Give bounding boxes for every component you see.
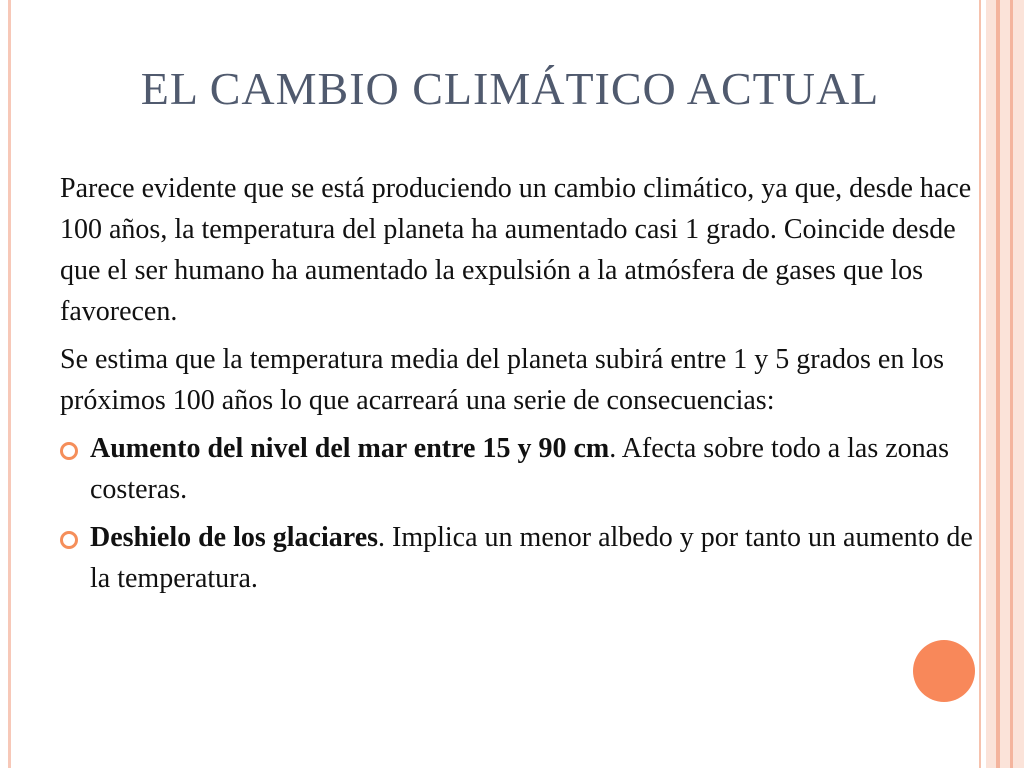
ring-bullet-icon: [60, 531, 78, 549]
right-band-stripe: [996, 0, 1000, 768]
right-band-stripe: [1010, 0, 1013, 768]
right-border-line: [979, 0, 981, 768]
slide-body: [60, 168, 978, 606]
bullet-item: [60, 517, 978, 599]
bullet-bold-text: Aumento del nivel del mar entre 15 y 90 cm: [90, 433, 610, 464]
body-paragraph: Parece evidente que se está produciendo un cambio climático, ya que, desde hace 100 años, la temperatura del planeta ha aumentado casi 1 grado. Coincide desde que el ser humano ha aumentado la expulsión a la atmósfera de gases que los favorecen.: [60, 173, 972, 327]
orange-circle-decoration: [913, 640, 975, 702]
body-paragraph: Se estima que la temperatura media del planeta subirá entre 1 y 5 grados en los próximos 100 años lo que acarreará una serie de consecuencias:: [60, 344, 945, 416]
bullet-bold-text: Deshielo de los glaciares: [90, 522, 379, 553]
right-decorative-band: [986, 0, 1024, 768]
slide-title: EL CAMBIO CLIMÁTICO ACTUAL: [140, 63, 880, 114]
ring-bullet-icon: [60, 442, 78, 460]
bullet-text: . Implica un menor albedo y por tanto un aumento de la temperatura.: [90, 522, 973, 594]
bullet-item: [60, 428, 978, 510]
bullet-text: . Afecta sobre todo a las zonas costeras.: [90, 433, 950, 505]
left-border-line: [8, 0, 11, 768]
